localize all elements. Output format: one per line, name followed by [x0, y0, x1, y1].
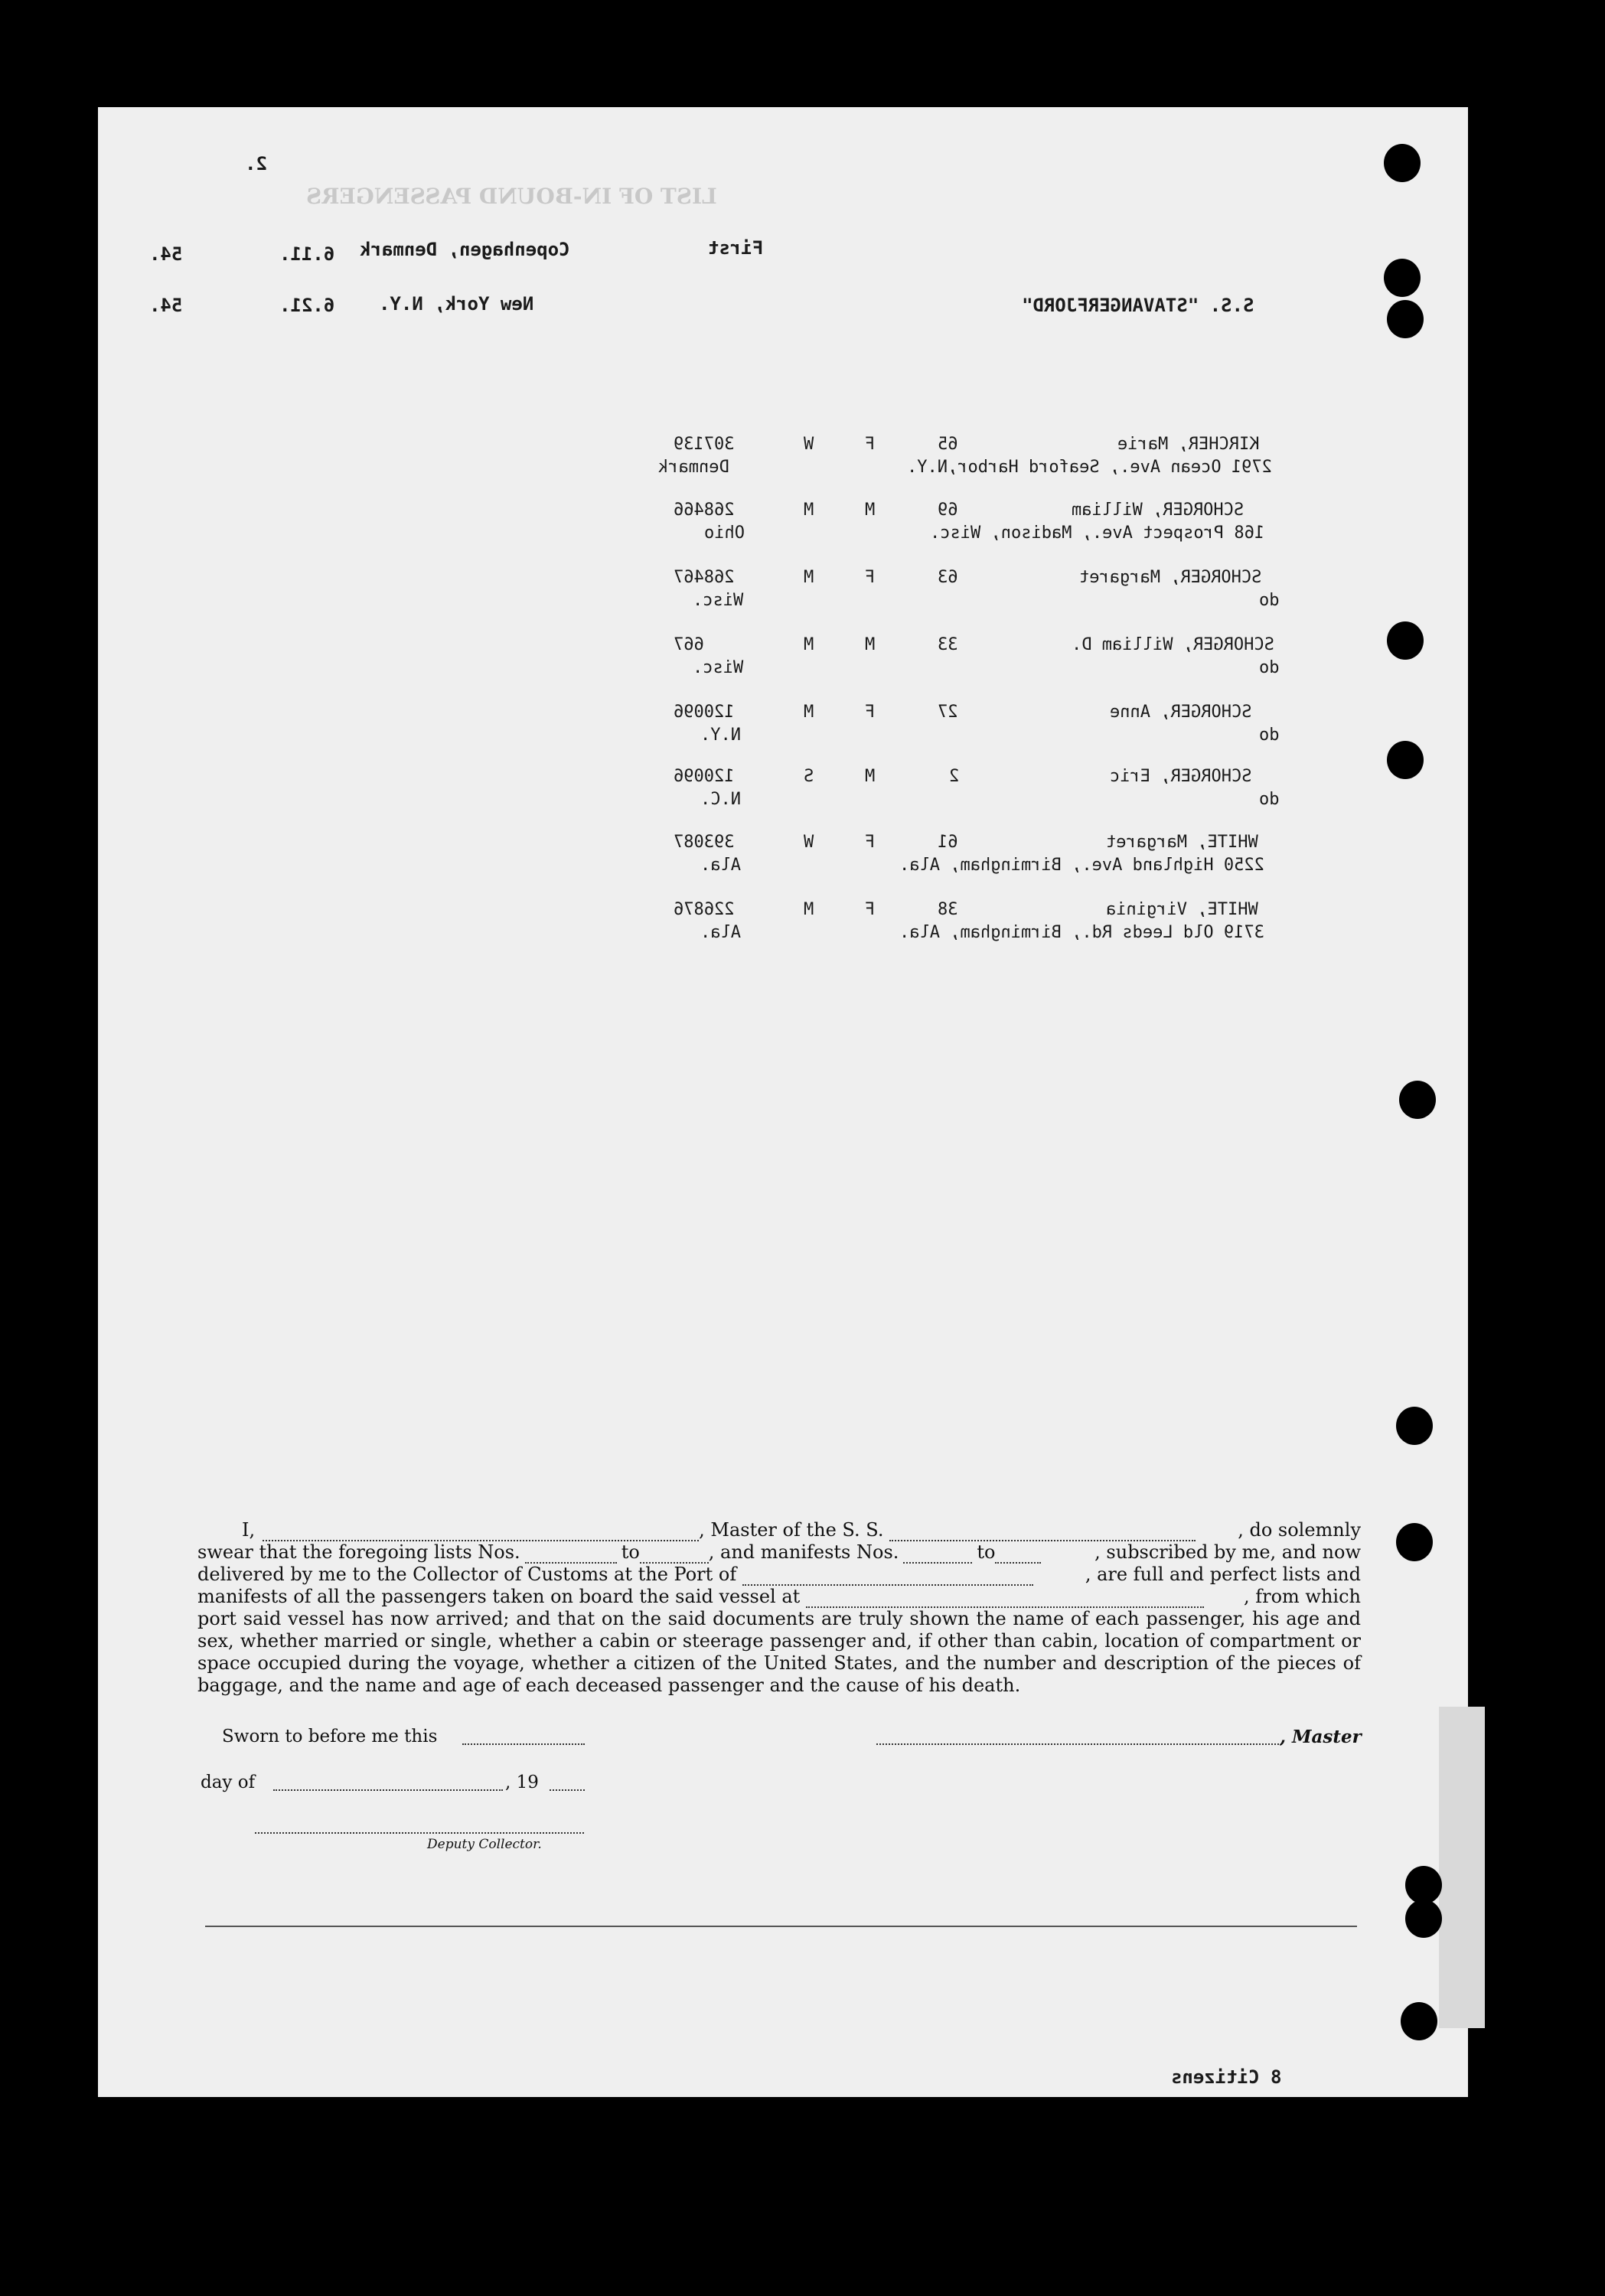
- year-label: , 19: [505, 1773, 539, 1792]
- punch-hole: [1399, 1081, 1436, 1119]
- master-label: , Master: [1280, 1727, 1362, 1747]
- deputy-signature-field: [255, 1831, 584, 1834]
- master-name-field: [263, 1519, 699, 1541]
- punch-hole: [1396, 1407, 1433, 1445]
- page-number: 2.: [245, 153, 267, 174]
- citizens-count: 8 Citizens: [1171, 2066, 1282, 2088]
- oath-line-3: delivered by me to the Collector of Customs at the Port of , are full and perfect lists and: [197, 1564, 1361, 1585]
- divider-line: [205, 1925, 1357, 1927]
- punch-hole: [1387, 300, 1424, 338]
- header-class: First: [708, 237, 764, 259]
- faint-form-title: LIST OF IN-BOUND PASSENGERS: [306, 184, 717, 209]
- sworn-date-field: [462, 1743, 585, 1745]
- vessel-name-field: [889, 1519, 1196, 1541]
- oath-body: port said vessel has now arrived; and that on the said documents are truly shown the name of each passenger, his age and sex, whether married or single, whether a cabin or steerage passenger and, if other than cabin, location of compartment or space occupied during the voyage, whether a citizen of the United States, and the number and description of the pieces of baggage, and the name and age of each deceased passenger and the cause of his death.: [197, 1608, 1361, 1696]
- departure-port-field: [806, 1586, 1204, 1608]
- oath-line-1: I, , Master of the S. S. , do solemnly: [242, 1519, 1361, 1541]
- day-of-label: day of: [201, 1773, 256, 1792]
- oath-line-4: manifests of all the passengers taken on board the said vessel at , from which: [197, 1586, 1361, 1607]
- punch-hole: [1387, 621, 1424, 660]
- punch-hole: [1387, 741, 1424, 779]
- header-date-arrival: 6.21.: [279, 295, 335, 316]
- deputy-label: Deputy Collector.: [427, 1837, 542, 1852]
- punch-hole: [1405, 1900, 1442, 1938]
- punch-hole: [1396, 1523, 1433, 1561]
- punch-hole: [1384, 259, 1421, 297]
- header-vessel: S.S. "STAVANGERFJORD": [1022, 295, 1254, 316]
- header-route: Copenhagen, Denmark: [360, 239, 570, 260]
- header-year: 54.: [149, 243, 183, 265]
- header-date: 6.11.: [279, 243, 335, 265]
- port-field: [742, 1564, 1033, 1586]
- punch-hole: [1401, 2002, 1437, 2040]
- master-signature-field: [876, 1743, 1282, 1745]
- sworn-label: Sworn to before me this: [222, 1727, 438, 1746]
- punch-hole: [1384, 144, 1421, 182]
- oath-line-2: swear that the foregoing lists Nos. to , and manifests Nos. to , subscribed by me, and now: [197, 1541, 1361, 1563]
- punch-hole: [1405, 1866, 1442, 1904]
- folded-corner: [1439, 1707, 1485, 2028]
- oath-declaration: [197, 1519, 1361, 1697]
- document-page: [98, 107, 1468, 2097]
- day-field: [273, 1789, 503, 1791]
- header-year-arrival: 54.: [149, 295, 183, 316]
- header-port: New York, N.Y.: [379, 293, 534, 315]
